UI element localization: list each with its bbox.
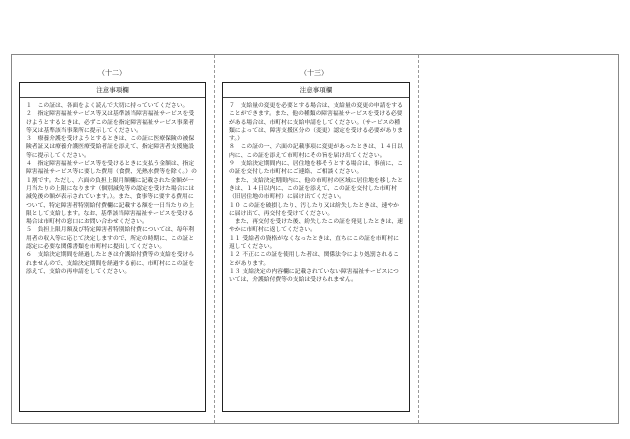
note-item-13: １３ 支給決定の内容欄に記載されていない障害福祉サービスについては、介護給付費等の支給は受けられません。 (229, 268, 399, 284)
note-item-2: ２ 指定障害福祉サービス等又は基準該当障害福祉サービスを受けようとするときは、必ずこの証を指定障害福祉サービス事業者等又は基準該当事業所に提示してください。 (26, 111, 195, 134)
notes-body-12 (20, 98, 205, 276)
note-item-6: ６ 支給決定期間を経過したときは介護給付費等の支給を受けられませんので、支給決定期間を経過する前に、市町村にこの証を添えて、支給の再申請をしてください。 (26, 252, 195, 275)
fold-line-1 (214, 55, 215, 423)
note-item-9-cont: また、支給決定期間内に、他の市町村の区域に居住地を移したときは、１４日以内に、この証を添えて、この証を交付した市町村（旧居住地の市町村）に届け出てください。 (229, 177, 403, 201)
notes-title-12: 注意事項欄 (20, 83, 205, 98)
note-item-7: ７ 支給量の変更を必要とする場合は、支給量の変更の申請をすることができます。また、他の種類の障害福祉サービスを受ける必要がある場合は、市町村に支給申請をしてください。（サービスの種類によっては、障害支援区分の（変更）認定を受ける必要があります。） (229, 103, 403, 143)
note-item-1: １ この証は、各面をよく読んで大切に持っていてください。 (26, 103, 189, 109)
note-item-12: １２ 不正にこの証を使用した者は、関係法令により処罰されることがあります。 (229, 252, 399, 267)
note-item-9: ９ 支給決定期間内に、居住地を移そうとする場合は、事前に、この証を交付した市町村にご連絡、ご相談ください。 (229, 161, 403, 176)
notes-body-13 (223, 98, 409, 285)
note-item-4: ４ 指定障害福祉サービス等を受けるときに支払う金額は、指定障害福祉サービス等に要した費用（食費、光熱水費等を除く。）の１割です。ただし、六面の負担上限月額欄に記載された金額が一月当たりの上限になります（個別減免等の認定を受けた場合には減免後の額が表示されています。）。また、食事等に要する費用について、特定障害者特別給付費欄に記載する額を一日当たりの上限として支給します。なお、基準該当障害福祉サービスを受ける場合は市町村の窓口にお問い合わせください。 (26, 161, 197, 226)
note-item-10: １０ この証を破損したり、汚したり又は紛失したときは、速やかに届け出て、再交付を受けてください。 (229, 202, 399, 217)
panel-number-12: （十二） (98, 69, 126, 77)
note-item-11: １１ 受給者の資格がなくなったときは、直ちにこの証を市町村に返してください。 (229, 235, 399, 251)
panel-number-13: （十三） (300, 69, 328, 77)
note-item-8: ８ この証の一、六面の記載事項に変更があったときは、１４日以内に、この証を添えて市町村にその旨を届け出てください。 (229, 144, 403, 159)
note-item-5: ５ 負担上限月額及び特定障害者特別給付費については、毎年利用者の収入等に応じて決定しますので、所定の時期に、この証と認定に必要な関係書類を市町村に提出してください。 (26, 227, 194, 251)
notes-card-13 (222, 82, 410, 412)
note-item-10-cont: また、再交付を受けた後、紛失したこの証を発見したときは、速やかに市町村に返してください。 (229, 219, 403, 234)
notes-card-12 (19, 82, 206, 412)
note-item-3: ３ 療養介護を受けようとするときは、この証に医療保険の被保険者証又は療養介護医療受給者証を添えて、指定障害者支援施設等に提示してください。 (26, 136, 195, 159)
fold-line-2 (418, 55, 419, 423)
notes-title-13: 注意事項欄 (223, 83, 409, 98)
